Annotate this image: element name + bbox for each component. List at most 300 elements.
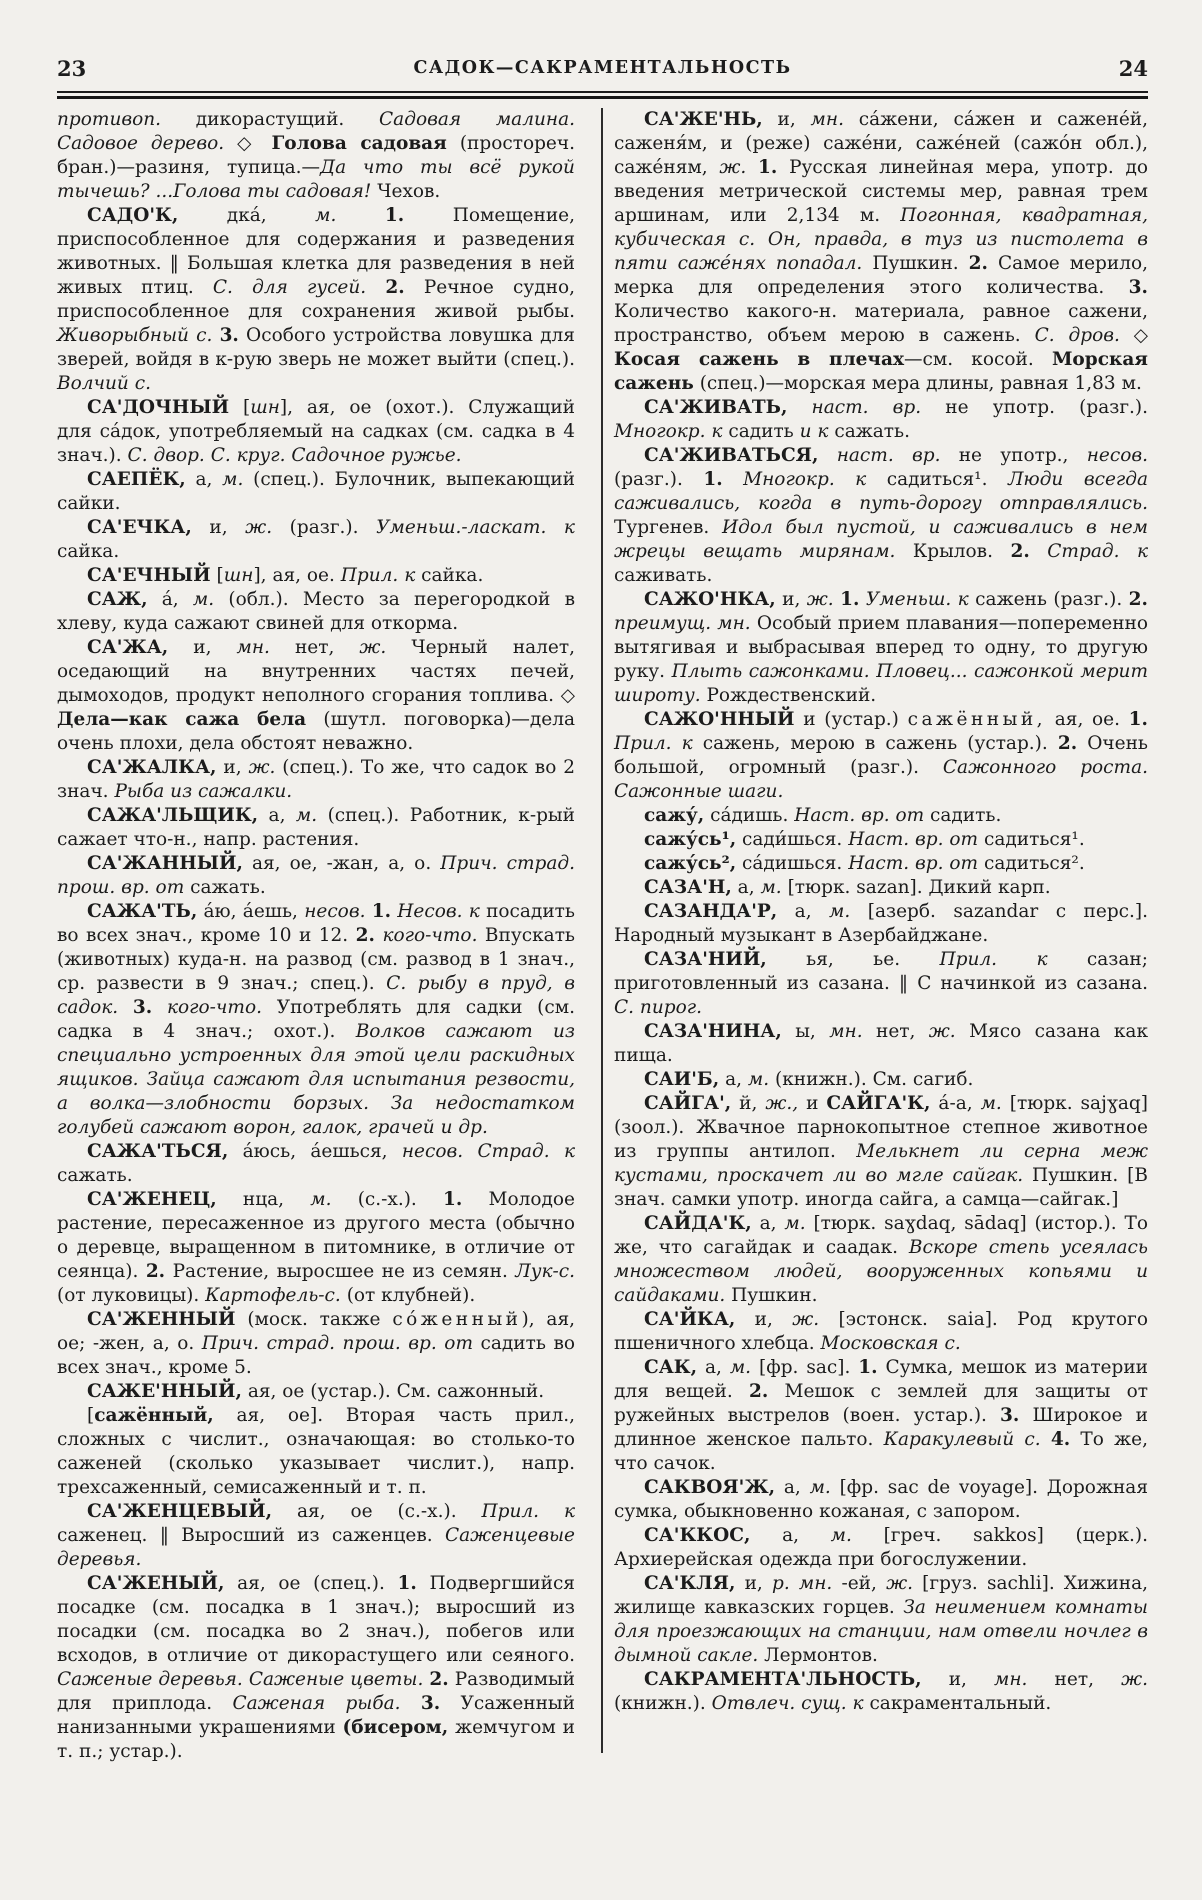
entry-segment: кого-что.	[166, 997, 262, 1018]
entry-segment: садиться².	[978, 853, 1085, 874]
entry-segment	[366, 277, 385, 298]
dictionary-entry	[614, 852, 1148, 876]
entry-segment: и,	[775, 589, 807, 610]
entry-segment: Наст. вр. от	[794, 805, 925, 826]
entry-segment: Крылов.	[895, 541, 1011, 562]
entry-segment: (бисером,	[342, 1717, 449, 1738]
entry-segment: со́женный	[392, 1309, 522, 1330]
entry-segment: 1.	[371, 901, 392, 922]
entry-segment: а́юсь, а́ешься,	[228, 1141, 402, 1162]
entry-segment: Мешок с землей для защиты от ружейных выстрелов (воен. устар.).	[614, 1381, 1148, 1426]
entry-segment: Волчий с.	[57, 373, 151, 394]
entry-segment: Вскоре степь усеялась множеством людей, вооруженных копьями и сайдаками.	[614, 1237, 1148, 1306]
dictionary-entry	[57, 1500, 575, 1572]
entry-segment: несов.	[1086, 445, 1148, 466]
page-number-left: 23	[57, 56, 87, 81]
dictionary-entry	[57, 1308, 575, 1380]
entry-segment: (книжн.).	[614, 1693, 712, 1714]
entry-segment: СА'ЙКА,	[644, 1309, 736, 1330]
entry-segment	[787, 397, 811, 418]
entry-segment: (спец.). Булочник, выпекающий сайки.	[57, 469, 575, 514]
entry-segment: Сажонного роста. Сажонные шаги.	[614, 757, 1148, 802]
entry-segment: а,	[731, 877, 761, 898]
entry-segment: и,	[735, 1573, 772, 1594]
entry-segment: Растение, выросшее не из семян.	[165, 1261, 516, 1282]
entry-segment: ж.	[792, 1309, 820, 1330]
entry-segment: саживать.	[614, 565, 713, 586]
entry-segment: Мясо сазана как пища.	[614, 1021, 1149, 1066]
entry-segment: Страд. к	[1047, 541, 1148, 562]
entry-segment: сажу́сь¹,	[644, 829, 737, 850]
entry-segment: Отвлеч. сущ. к	[711, 1693, 864, 1714]
entry-segment: м.	[310, 1189, 332, 1210]
entry-segment: СА'КЛЯ,	[644, 1573, 736, 1594]
entry-segment: Прил. к	[939, 949, 1048, 970]
entry-segment: Очень большой, огромный (разг.).	[614, 733, 1148, 778]
entry-segment: ◇	[224, 133, 272, 154]
entry-segment: 1.	[397, 1573, 417, 1594]
entry-segment: ая, ое (спец.).	[224, 1573, 398, 1594]
entry-segment: Прич. страд. прош. вр. от	[57, 853, 575, 898]
entry-segment: [груз. sachli]. Хижина, жилище кавказских горцев.	[614, 1573, 1148, 1618]
dictionary-entry	[614, 1068, 1148, 1092]
entry-segment: и,	[921, 1669, 995, 1690]
dictionary-entry	[57, 468, 575, 516]
entry-segment: м.	[315, 205, 337, 226]
entry-segment: Лук-с.	[515, 1261, 576, 1282]
entry-segment: сакраментальный.	[863, 1693, 1052, 1714]
entry-segment: СА'ЖЕННЫЙ	[87, 1309, 236, 1330]
entry-segment: преимущ. мн.	[614, 613, 751, 634]
entry-segment: ], ая, ое.	[253, 565, 341, 586]
dictionary-entry	[57, 204, 575, 396]
entry-segment: Тургенев.	[614, 517, 722, 538]
entry-segment: мн.	[994, 1669, 1028, 1690]
entry-segment: м.	[829, 901, 851, 922]
entry-segment: мн.	[236, 637, 270, 658]
entry-segment: Многокр. к	[743, 469, 867, 490]
entry-segment: Уменьш.-ласкат. к	[376, 517, 575, 538]
entry-segment: не употр.,	[940, 445, 1087, 466]
entry-segment	[818, 445, 836, 466]
entry-segment: са́жени, са́жен и сажене́й, саженя́м, и (реже) саже́ни, саже́ней (сажо́н обл.), саже́ням,	[614, 109, 1148, 178]
entry-segment: САЖА'ТЬСЯ,	[87, 1141, 229, 1162]
dictionary-entry	[614, 804, 1148, 828]
entry-segment: СА'ЖЕ'НЬ,	[644, 109, 763, 130]
entry-segment: ж.	[245, 517, 273, 538]
entry-segment: (разг.).	[614, 469, 704, 490]
entry-segment: Картофель-с.	[205, 1285, 341, 1306]
entry-segment: а,	[258, 805, 296, 826]
dictionary-entry	[614, 1020, 1148, 1068]
entry-segment: 4.	[1050, 1429, 1071, 1450]
dictionary-entry	[57, 900, 575, 1140]
entry-segment: Рыба из сажалки.	[114, 781, 293, 802]
entry-segment: -ей,	[832, 1573, 887, 1594]
entry-segment: Несов. к	[397, 901, 480, 922]
entry-segment: сайка.	[415, 565, 484, 586]
entry-segment: Лермонтов.	[758, 1645, 878, 1666]
entry-segment: Прил. к	[340, 565, 416, 586]
entry-segment	[152, 997, 167, 1018]
entry-segment: САЕПЁК,	[87, 469, 186, 490]
entry-segment: [	[229, 397, 251, 418]
entry-segment: нца,	[216, 1189, 311, 1210]
running-title: САДОК—САКРАМЕНТАЛЬНОСТЬ	[413, 58, 792, 78]
entry-segment: 2.	[1010, 541, 1030, 562]
entry-segment: р. мн.	[771, 1573, 833, 1594]
entry-segment: садиться¹.	[866, 469, 1008, 490]
entry-segment: несов.	[304, 901, 366, 922]
entry-segment: м.	[729, 1357, 752, 1378]
entry-segment: са́дишь.	[704, 805, 795, 826]
entry-segment: сади́шься.	[736, 829, 849, 850]
dictionary-entry	[614, 828, 1148, 852]
entry-segment: СА'ЖАЛКА,	[87, 757, 217, 778]
entry-segment: садить.	[924, 805, 1002, 826]
dictionary-entry	[57, 1188, 575, 1308]
entry-segment: садить во всех знач., кроме 5.	[57, 1333, 575, 1378]
entry-segment: нет,	[1027, 1669, 1122, 1690]
entry-segment: [	[87, 1405, 95, 1426]
dictionary-entry	[57, 588, 575, 636]
entry-segment: ж.	[928, 1021, 956, 1042]
entry-segment: Погонная, квадратная, кубическая с. Он, правда, в туз из пистолета в пяти саже́нях попадал.	[614, 205, 1149, 274]
entry-segment: Саженые деревья. Саженые цветы.	[57, 1669, 424, 1690]
entry-segment: За неимением комнаты для проезжающих на станции, нам отвели ночлег в дымной сакле.	[614, 1597, 1148, 1666]
entry-segment: Пушкин.	[862, 253, 969, 274]
dictionary-entry	[57, 396, 575, 468]
entry-segment: [тюрк. saɣdaq, sādaq] (истор.). То же, что сагайдак и саадак.	[614, 1213, 1148, 1258]
entry-segment: САЖО'НКА,	[644, 589, 776, 610]
entry-segment: 2.	[385, 277, 405, 298]
entry-segment: Широкое и длинное женское пальто.	[614, 1405, 1148, 1450]
entry-segment: СА'ЖЕНЦЕВЫЙ,	[87, 1501, 273, 1522]
entry-segment: СА'ЖАННЫЙ,	[87, 853, 243, 874]
entry-segment: сажень (разг.).	[968, 589, 1129, 610]
left-column	[57, 108, 575, 1764]
entry-segment: (обл.). Место за перегородкой в хлеву, куда сажают свиней для откорма.	[57, 589, 576, 634]
dictionary-entry	[614, 1572, 1148, 1668]
entry-segment: противоп.	[57, 109, 162, 130]
entry-segment: Черный налет, оседающий на внутренних частях печей, дымоходов, продукт неполного сгорания топлива. ◇	[57, 637, 575, 706]
header-rule-thin	[57, 91, 1148, 93]
entry-segment: дикорастущий.	[161, 109, 380, 130]
entry-segment: ая, ое (с.-х.).	[272, 1501, 482, 1522]
entry-segment: ◇	[1119, 325, 1149, 346]
entry-segment: шн	[223, 565, 254, 586]
entry-segment: мн.	[810, 109, 844, 130]
entry-segment: наст. вр.	[836, 445, 941, 466]
entry-segment: жемчугом и т. п.; устар.).	[57, 1717, 575, 1762]
entry-segment: посадить во всех знач., кроме 10 и 12.	[57, 901, 575, 946]
entry-segment: СА'ЕЧНЫЙ	[87, 565, 211, 586]
entry-segment: а,	[185, 469, 223, 490]
entry-segment: и (устар.)	[794, 709, 908, 730]
entry-segment: сайка.	[57, 541, 120, 562]
entry-segment: и	[798, 1093, 827, 1114]
entry-segment: Впускать (животных) куда-н. на развод (см. развод в 1 знач., ср. развести в 9 знач.; спец.).	[57, 925, 575, 994]
dictionary-entry	[614, 1212, 1148, 1308]
entry-segment: м.	[980, 1093, 1002, 1114]
entry-segment: САЖА'ТЬ,	[87, 901, 198, 922]
entry-segment: м.	[784, 1213, 806, 1234]
dictionary-entry	[57, 1404, 575, 1500]
entry-segment: Живорыбный с.	[57, 325, 213, 346]
dictionary-entry	[614, 1668, 1148, 1716]
entry-segment: 2.	[145, 1261, 166, 1282]
entry-segment: [греч. sakkos] (церк.). Архиерейская одежда при богослужении.	[614, 1525, 1148, 1570]
entry-segment: а,	[750, 1525, 831, 1546]
entry-segment: м.	[192, 589, 215, 610]
entry-segment: (простореч. бран.)—разиня, тупица.—	[57, 133, 575, 178]
entry-segment: Наст. вр. от	[848, 853, 979, 874]
entry-segment: 2.	[429, 1669, 449, 1690]
entry-segment: 1.	[858, 1357, 878, 1378]
entry-segment: Особый прием плавания—попеременно вытягивая и выбрасывая вперед то одну, то другую руку.	[614, 613, 1149, 682]
entry-segment: ), ая, ое; -жен, а, о.	[57, 1309, 575, 1354]
entry-segment: (спец.)—морская мера длины, равная 1,83 м.	[693, 373, 1142, 394]
entry-segment: сажённый,	[907, 709, 1047, 730]
entry-segment: ж.	[1121, 1669, 1148, 1690]
entry-segment: 1.	[703, 469, 723, 490]
entry-segment: САК,	[644, 1357, 698, 1378]
dictionary-entry	[614, 900, 1148, 948]
entry-segment: кого-что.	[382, 925, 478, 946]
entry-segment: ая, ое, -жан, а, о.	[242, 853, 441, 874]
entry-segment: Мелькнет ли серна меж кустами, проскачет ли во мгле сайгак.	[614, 1141, 1148, 1186]
entry-segment: САЖО'ННЫЙ	[644, 709, 795, 730]
entry-segment: а,	[777, 901, 830, 922]
entry-segment: м.	[760, 877, 782, 898]
entry-segment: (моск. также	[235, 1309, 393, 1330]
entry-segment: СА'ЕЧКА,	[87, 517, 192, 538]
entry-segment: Пушкин.	[725, 1285, 818, 1306]
dictionary-entry	[57, 564, 575, 588]
entry-segment: (спец.). Работник, к-рый сажает что-н., напр. растения.	[57, 805, 575, 850]
entry-segment: ы,	[781, 1021, 830, 1042]
dictionary-entry	[57, 108, 575, 204]
dictionary-entry	[614, 1524, 1148, 1572]
entry-segment: 2.	[1057, 733, 1078, 754]
entry-segment: са́дишься.	[736, 853, 849, 874]
entry-segment: не употр. (разг.).	[921, 397, 1148, 418]
entry-segment: СА'ЖА,	[87, 637, 169, 658]
entry-segment: несов. Страд. к	[401, 1141, 575, 1162]
dictionary-entry	[57, 756, 575, 804]
entry-segment: Каракулевый с.	[883, 1429, 1041, 1450]
entry-segment: Рождественский.	[700, 685, 877, 706]
entry-segment: Количество какого-н. материала, равное сажени, пространство, объем мерою в сажень.	[614, 301, 1148, 346]
entry-segment: С. для гусей.	[212, 277, 367, 298]
entry-segment: САКРАМЕНТА'ЛЬНОСТЬ,	[644, 1669, 922, 1690]
entry-segment: садить	[722, 421, 800, 442]
entry-segment: ж.	[806, 589, 834, 610]
entry-segment: а,	[775, 1477, 810, 1498]
entry-segment: САЗА'Н,	[644, 877, 732, 898]
entry-segment: (с.-х.).	[331, 1189, 444, 1210]
entry-segment: ая, ое.	[1046, 709, 1129, 730]
column-divider	[601, 108, 603, 1753]
entry-segment: и к	[799, 421, 829, 442]
entry-segment: сажённый,	[94, 1405, 214, 1426]
entry-segment: м.	[747, 1069, 770, 1090]
entry-segment: Саженая рыба.	[232, 1693, 401, 1714]
entry-segment: ж.	[719, 157, 747, 178]
entry-segment: 1.	[758, 157, 778, 178]
entry-segment: 2.	[1128, 589, 1148, 610]
entry-segment: сажу́,	[644, 805, 705, 826]
header-rule-thick	[57, 96, 1148, 99]
entry-segment: Самое мерило, мерка для определения этого количества.	[614, 253, 1148, 298]
entry-segment: Русская линейная мера, употр. до введения метрической системы мер, равная трем аршинам, или 2,134 м.	[614, 157, 1148, 226]
entry-segment: (от луковицы).	[57, 1285, 206, 1306]
entry-segment: садиться¹.	[978, 829, 1085, 850]
entry-segment: Сумка, мешок из материи для вещей.	[614, 1357, 1148, 1402]
entry-segment: (от клубней).	[340, 1285, 476, 1306]
entry-segment: Особого устройства ловушка для зверей, войдя в к-рую зверь не может выйти (спец.).	[57, 325, 575, 370]
entry-segment: Московская с.	[820, 1333, 961, 1354]
entry-segment: Чехов.	[371, 181, 441, 202]
entry-segment: СА'ККОС,	[644, 1525, 751, 1546]
page-number-right: 24	[1118, 56, 1148, 81]
entry-segment	[1030, 541, 1047, 562]
entry-segment: [азерб. sazandar с перс.]. Народный музыкант в Азербайджане.	[614, 901, 1149, 946]
entry-segment: ж.,	[765, 1093, 799, 1114]
entry-segment: Пушкин. [В знач. самки употр. иногда сайга, а самца—сайгак.]	[614, 1165, 1148, 1210]
entry-segment: нет,	[862, 1021, 929, 1042]
entry-segment: Идол был пустой, и саживались в нем жрецы вещать мирянам.	[614, 517, 1148, 562]
right-column	[614, 108, 1148, 1764]
entry-segment: а,	[751, 1213, 785, 1234]
entry-segment: а́-а,	[930, 1093, 981, 1114]
entry-segment: САЗАНДА'Р,	[644, 901, 778, 922]
dictionary-entry	[614, 708, 1148, 804]
entry-segment: ая, ое (устар.). См. сажонный.	[241, 1381, 545, 1402]
dictionary-entry	[614, 1476, 1148, 1524]
dictionary-entry	[57, 636, 575, 756]
entry-segment: ж.	[359, 637, 387, 658]
entry-segment: 2.	[748, 1381, 769, 1402]
entry-segment: Садовая малина. Садовое дерево.	[57, 109, 576, 154]
entry-segment: Уменьш. к	[865, 589, 969, 610]
entry-segment: и,	[168, 637, 237, 658]
entry-segment	[723, 469, 744, 490]
entry-segment: Прил. к	[614, 733, 693, 754]
entry-segment: Саженцевые деревья.	[57, 1525, 575, 1570]
entry-segment: а́,	[147, 589, 193, 610]
entry-segment: Люди всегда саживались, когда в путь-дорогу отправлялись.	[614, 469, 1149, 514]
entry-segment: С. рыбу в пруд, в садок.	[57, 973, 575, 1018]
entry-segment: —см. косой.	[903, 349, 1052, 370]
entry-segment: (шутл. поговорка)—дела очень плохи, дела обстоят неважно.	[57, 709, 575, 754]
entry-segment: Голова садовая	[271, 133, 447, 154]
dictionary-entry	[614, 588, 1148, 708]
entry-segment: и,	[735, 1309, 793, 1330]
dictionary-entry	[614, 108, 1148, 396]
dictionary-entry	[57, 516, 575, 564]
entry-segment: СА'ЖЕНЕЦ,	[87, 1189, 217, 1210]
entry-segment: и,	[762, 109, 811, 130]
entry-segment: м.	[830, 1525, 852, 1546]
entry-segment: шн	[250, 397, 280, 418]
entry-segment: САДО'К,	[87, 205, 179, 226]
entry-segment: Косая сажень в плечах	[614, 349, 904, 370]
entry-segment: [эстонск. saia]. Род крутого пшеничного хлебца.	[614, 1309, 1148, 1354]
entry-segment: СА'ЖИВАТЬСЯ,	[644, 445, 819, 466]
entry-segment: сажать.	[57, 1165, 133, 1186]
entry-segment: сажу́сь²,	[644, 853, 737, 874]
entry-segment: (разг.).	[272, 517, 377, 538]
entry-segment: сажать.	[828, 421, 910, 442]
entry-segment: 1.	[443, 1189, 463, 1210]
entry-segment: Употреблять для садки (см. садка в 4 знач.; охот.).	[57, 997, 575, 1042]
entry-segment: ], ая, ое (охот.). Служащий для са́док, употребляемый на садках (см. садка в 4 знач.).	[57, 397, 575, 466]
dictionary-entry	[57, 1140, 575, 1188]
entry-segment: 1.	[384, 205, 405, 226]
dictionary-entry	[57, 1380, 575, 1404]
entry-segment: (спец.). То же, что садок во 2 знач.	[57, 757, 575, 802]
entry-segment: 3.	[420, 1693, 441, 1714]
entry-segment: Разводимый для приплода.	[57, 1669, 576, 1714]
entry-segment: Прил. к	[481, 1501, 576, 1522]
page-header	[57, 48, 1148, 90]
entry-segment: То же, что сачок.	[614, 1429, 1148, 1474]
entry-segment: (книжн.). См. сагиб.	[769, 1069, 974, 1090]
entry-segment: а,	[697, 1357, 730, 1378]
entry-segment: ж.	[248, 757, 276, 778]
entry-segment: [тюрк. sazan]. Дикий карп.	[781, 877, 1051, 898]
dictionary-entry	[614, 1308, 1148, 1356]
entry-segment: САЖА'ЛЬЩИК,	[87, 805, 259, 826]
entry-segment: 3.	[132, 997, 153, 1018]
entry-segment: С. двор. С. круг. Садочное ружье.	[127, 445, 462, 466]
entry-segment	[212, 325, 219, 346]
entry-segment: саженец. ‖ Выросший из саженцев.	[57, 1525, 445, 1546]
dictionary-entry	[614, 444, 1148, 588]
entry-segment: 2.	[968, 253, 988, 274]
entry-segment: й,	[731, 1093, 766, 1114]
dictionary-entry	[57, 804, 575, 852]
entry-segment	[118, 997, 133, 1018]
entry-segment: С. пирог.	[614, 997, 702, 1018]
entry-segment: [фр. sac].	[751, 1357, 859, 1378]
dictionary-entry	[614, 396, 1148, 444]
dictionary-entry	[614, 948, 1148, 1020]
entry-segment: САИ'Б,	[644, 1069, 720, 1090]
entry-segment: СА'ЖИВАТЬ,	[644, 397, 788, 418]
entry-segment: и,	[191, 517, 246, 538]
entry-segment: 2.	[355, 925, 375, 946]
entry-segment	[336, 205, 385, 226]
entry-segment: Многокр. к	[614, 421, 723, 442]
entry-segment: ья, ье.	[766, 949, 940, 970]
entry-segment: м.	[295, 805, 318, 826]
entry-segment: СА'ДОЧНЫЙ	[87, 397, 230, 418]
entry-segment: мн.	[829, 1021, 863, 1042]
entry-segment: САЗА'НИЙ,	[644, 949, 767, 970]
entry-segment: а́ю, а́ешь,	[197, 901, 305, 922]
entry-segment: Морская сажень	[614, 349, 1148, 394]
entry-segment: САКВОЯ'Ж,	[644, 1477, 776, 1498]
entry-segment: сажать.	[184, 877, 266, 898]
entry-segment: САЖЕ'ННЫЙ,	[87, 1381, 242, 1402]
entry-segment: СА'ЖЕНЫЙ,	[87, 1573, 225, 1594]
entry-segment: 3.	[219, 325, 239, 346]
entry-segment: 1.	[1128, 709, 1148, 730]
entry-segment: САЙГА',	[644, 1093, 732, 1114]
entry-segment	[401, 1693, 421, 1714]
